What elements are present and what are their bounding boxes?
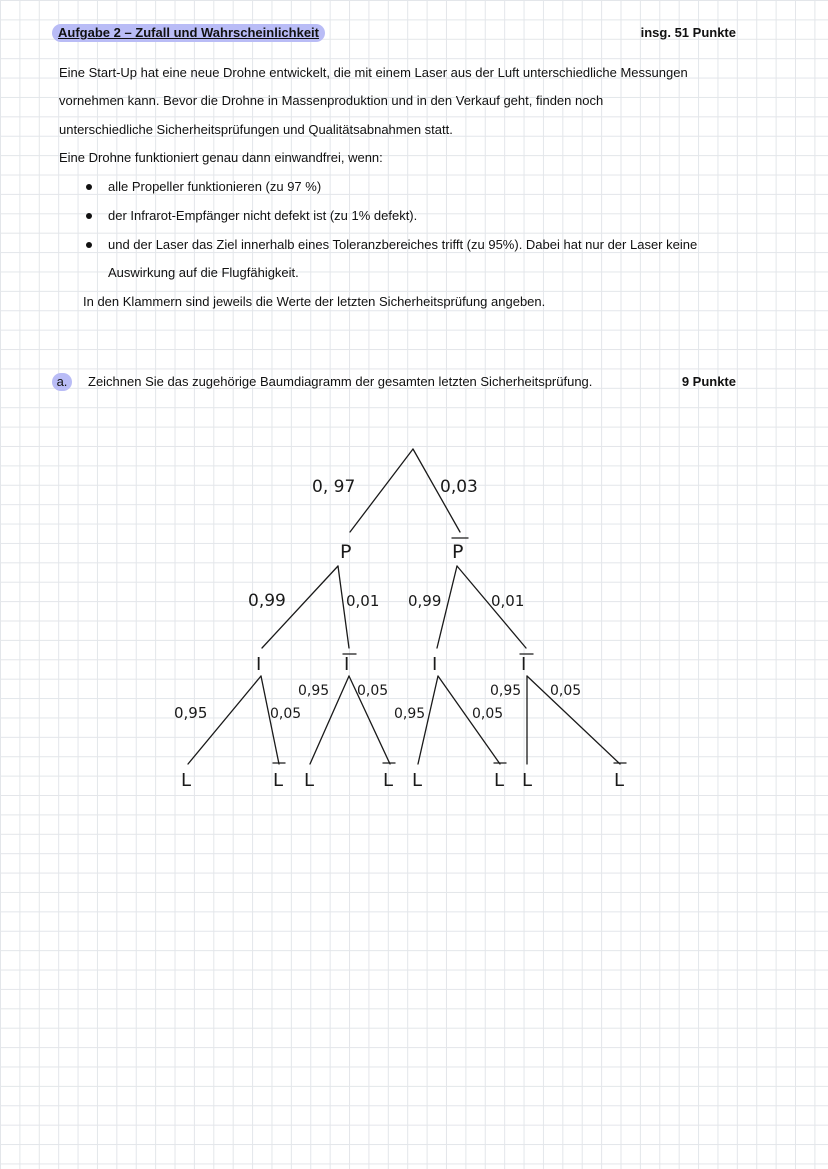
prob-label: 0,05 <box>550 683 582 699</box>
part-a-points: 9 Punkte <box>681 374 736 389</box>
leaf-label: L <box>614 770 625 791</box>
prob-label: 0,99 <box>408 592 442 610</box>
node-label: I <box>344 654 350 675</box>
leaf-label: L <box>522 770 533 791</box>
tree-branch <box>350 449 413 532</box>
prob-label: 0,05 <box>472 706 504 722</box>
part-a-task: Zeichnen Sie das zugehörige Baumdiagramm der gesamten letzten Sicherheitsprüfung. <box>88 374 593 389</box>
prob-label: 0,05 <box>270 706 302 722</box>
bullet-item-propeller: alle Propeller funktionieren (zu 97 %) <box>108 179 322 194</box>
leaf-label: L <box>181 770 192 791</box>
prob-label: 0,95 <box>394 706 426 722</box>
prob-label: 0,99 <box>248 591 286 611</box>
prob-label: 0,95 <box>298 683 330 699</box>
leaf-label: L <box>383 770 394 791</box>
leaf-label: L <box>412 770 423 791</box>
prob-label: 0, 97 <box>312 477 356 497</box>
leaf-label: L <box>273 770 284 791</box>
leaf-label: L <box>304 770 315 791</box>
node-label: I <box>432 654 438 675</box>
intro-line-1: Eine Start-Up hat eine neue Drohne entwickelt, die mit einem Laser aus der Luft unterschiedliche Messungen <box>59 65 688 80</box>
node-label: I <box>256 654 262 675</box>
note-text: In den Klammern sind jeweils die Werte der letzten Sicherheitsprüfung angeben. <box>83 294 546 309</box>
leaf-label: L <box>494 770 505 791</box>
task-title: Aufgabe 2 – Zufall und Wahrscheinlichkeit <box>52 24 325 42</box>
prob-label: 0,95 <box>174 704 208 722</box>
part-a-label: a. <box>52 373 72 391</box>
intro-line-4: Eine Drohne funktioniert genau dann einwandfrei, wenn: <box>59 150 383 165</box>
intro-line-3: unterschiedliche Sicherheitsprüfungen und Qualitätsabnahmen statt. <box>59 122 453 137</box>
prob-label: 0,95 <box>490 683 522 699</box>
prob-label: 0,01 <box>346 592 380 610</box>
node-label: I <box>521 654 527 675</box>
node-label: P <box>452 541 464 563</box>
total-points: insg. 51 Punkte <box>640 25 736 40</box>
prob-label: 0,01 <box>491 592 525 610</box>
prob-label: 0,03 <box>440 477 478 497</box>
bullet-item-laser-cont: Auswirkung auf die Flugfähigkeit. <box>108 265 299 280</box>
node-label: P <box>340 541 352 563</box>
prob-label: 0,05 <box>357 683 389 699</box>
bullet-item-laser: und der Laser das Ziel innerhalb eines Toleranzbereiches trifft (zu 95%). Dabei hat nur der Laser keine <box>108 237 698 252</box>
intro-line-2: vornehmen kann. Bevor die Drohne in Massenproduktion und in den Verkauf geht, finden noch <box>59 93 604 108</box>
bullet-item-infrared: der Infrarot-Empfänger nicht defekt ist (zu 1% defekt). <box>108 208 418 223</box>
